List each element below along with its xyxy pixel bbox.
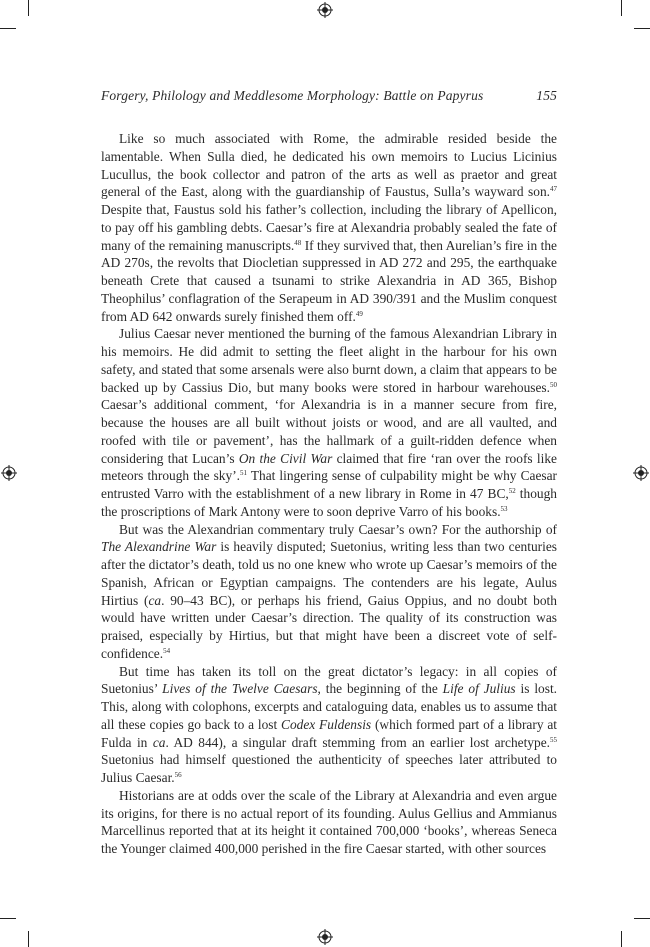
paragraph — [101, 663, 557, 787]
text-run: Caesar’s additional comment, ‘for Alexandria is in a manner secure from fire, because the houses are all built without joists or wood, and are all vaulted, and roofed with tile or pavement’, has the hallmark of a guilt-ridden defence when considering that Lucan’s — [101, 397, 557, 466]
registration-mark-icon — [1, 465, 17, 481]
text-run: But time has taken its toll on the great dictator’s legacy: in all copies of Suetonius’ — [101, 663, 557, 697]
crop-mark — [28, 0, 29, 16]
text-run: Julius Caesar never mentioned the burning of the famous Alexandrian Library in his memoirs. He did admit to setting the fleet alight in the harbour for his own safety, and stated that some arsenals were also burnt down, a claim that appears to be backed up by Cassius Dio, but many books were stored in harbour warehouses. — [101, 326, 557, 395]
text-run: Historians are at odds over the scale of the Library at Alexandria and even argue its origins, for there is no actual report of its founding. Aulus Gellius and Ammianus Marcellinus reported that at its height it contained 700,000 ‘books’, whereas Seneca the Younger claimed 400,000 perished in the fire Caesar started, with other sources — [101, 787, 557, 856]
running-header — [101, 88, 557, 104]
italic-title: On the Civil War — [238, 450, 333, 466]
footnote-ref: 50 — [550, 380, 557, 389]
text-run: That lingering sense of culpability might be why Caesar entrusted Varro with the establishment of a new library in Rome in 47 BC, — [101, 468, 557, 501]
body-text — [101, 130, 557, 858]
text-run: Suetonius had himself questioned the authenticity of speeches later attributed to Julius Caesar. — [101, 752, 557, 785]
text-run: though the proscriptions of Mark Antony were to soon deprive Varro of his books. — [101, 486, 557, 519]
footnote-ref: 53 — [500, 504, 508, 513]
text-run: is heavily disputed; Suetonius, writing less than two centuries after the dictator’s death, told us no one knew who wrote up Caesar’s memoirs of the Spanish, African or Egyptian campaigns. The contenders are his legate, Aulus Hirtius ( — [101, 539, 557, 608]
footnote-ref: 54 — [163, 646, 171, 655]
footnote-ref: 47 — [550, 185, 557, 194]
text-run: Like so much associated with Rome, the admirable resided beside the lamentable. When Sulla died, he dedicated his own memoirs to Lucius Licinius Lucullus, the book collector and patron of the arts as well as praetor and great general of the East, along with the guardianship of Faustus, Sulla’s wayward son. — [101, 131, 557, 200]
text-run: . 90–43 BC), or perhaps his friend, Gaius Oppius, and no doubt both would have written under Caesar’s direction. The quality of its construction was praised, especially by Hirtius, but that might have been a discreet vote of self-confidence. — [101, 592, 557, 661]
crop-mark — [634, 28, 650, 29]
text-run: . AD 844), a singular draft stemming from an earlier lost archetype. — [165, 734, 550, 750]
page-number: 155 — [536, 88, 557, 103]
text-run: , the beginning of the — [317, 681, 443, 697]
italic-title: ca — [148, 592, 162, 608]
crop-mark — [28, 931, 29, 947]
crop-mark — [634, 918, 650, 919]
paragraph — [101, 521, 557, 663]
paragraph — [101, 130, 557, 325]
footnote-ref: 52 — [508, 487, 516, 495]
running-title: Forgery, Philology and Meddlesome Morphology: Battle on Papyrus — [101, 88, 484, 103]
footnote-ref: 49 — [355, 309, 363, 318]
crop-mark — [0, 918, 16, 919]
footnote-ref: 51 — [240, 469, 247, 478]
italic-title: The Alexandrine War — [101, 539, 217, 555]
paragraph — [101, 787, 557, 858]
italic-title: Life of Julius — [442, 681, 516, 697]
text-run: If they survived that, then Aurelian’s fire in the AD 270s, the revolts that Diocletian suppressed in AD 272 and 295, the earthquake beneath Crete that caused a tsunami to strike Alexandria in AD 365, Bishop Theophilus’ conflagration of the Serapeum in AD 390/391 and the Muslim conquest from AD 642 onwards surely finished them off. — [101, 237, 557, 324]
crop-mark — [621, 0, 622, 16]
text-run: But was the Alexandrian commentary truly Caesar’s own? For the authorship of — [119, 521, 557, 537]
text-run: claimed that fire ‘ran over the roofs like meteors through the sky’. — [101, 450, 557, 484]
text-run: Despite that, Faustus sold his father’s collection, including the library of Apellicon, to pay off his gambling debts. Caesar’s fire at Alexandria probably sealed the fate of many of the remaining manuscripts. — [101, 202, 557, 253]
text-run: is lost. This, along with colophons, excerpts and cataloguing data, enables us to assume that all these copies go back to a lost — [101, 681, 558, 732]
crop-mark — [0, 28, 16, 29]
paragraph — [101, 325, 557, 520]
footnote-ref: 55 — [550, 735, 557, 744]
footnote-ref: 48 — [294, 238, 302, 247]
registration-mark-icon — [317, 2, 333, 18]
footnote-ref: 56 — [174, 771, 182, 779]
italic-title: Codex Fuldensis — [281, 716, 372, 732]
italic-title: ca — [152, 734, 166, 750]
italic-title: Lives of the Twelve Caesars — [162, 681, 318, 697]
text-run: (which formed part of a library at Fulda in — [101, 716, 557, 750]
registration-mark-icon — [633, 465, 649, 481]
registration-mark-icon — [317, 929, 333, 945]
crop-mark — [621, 931, 622, 947]
